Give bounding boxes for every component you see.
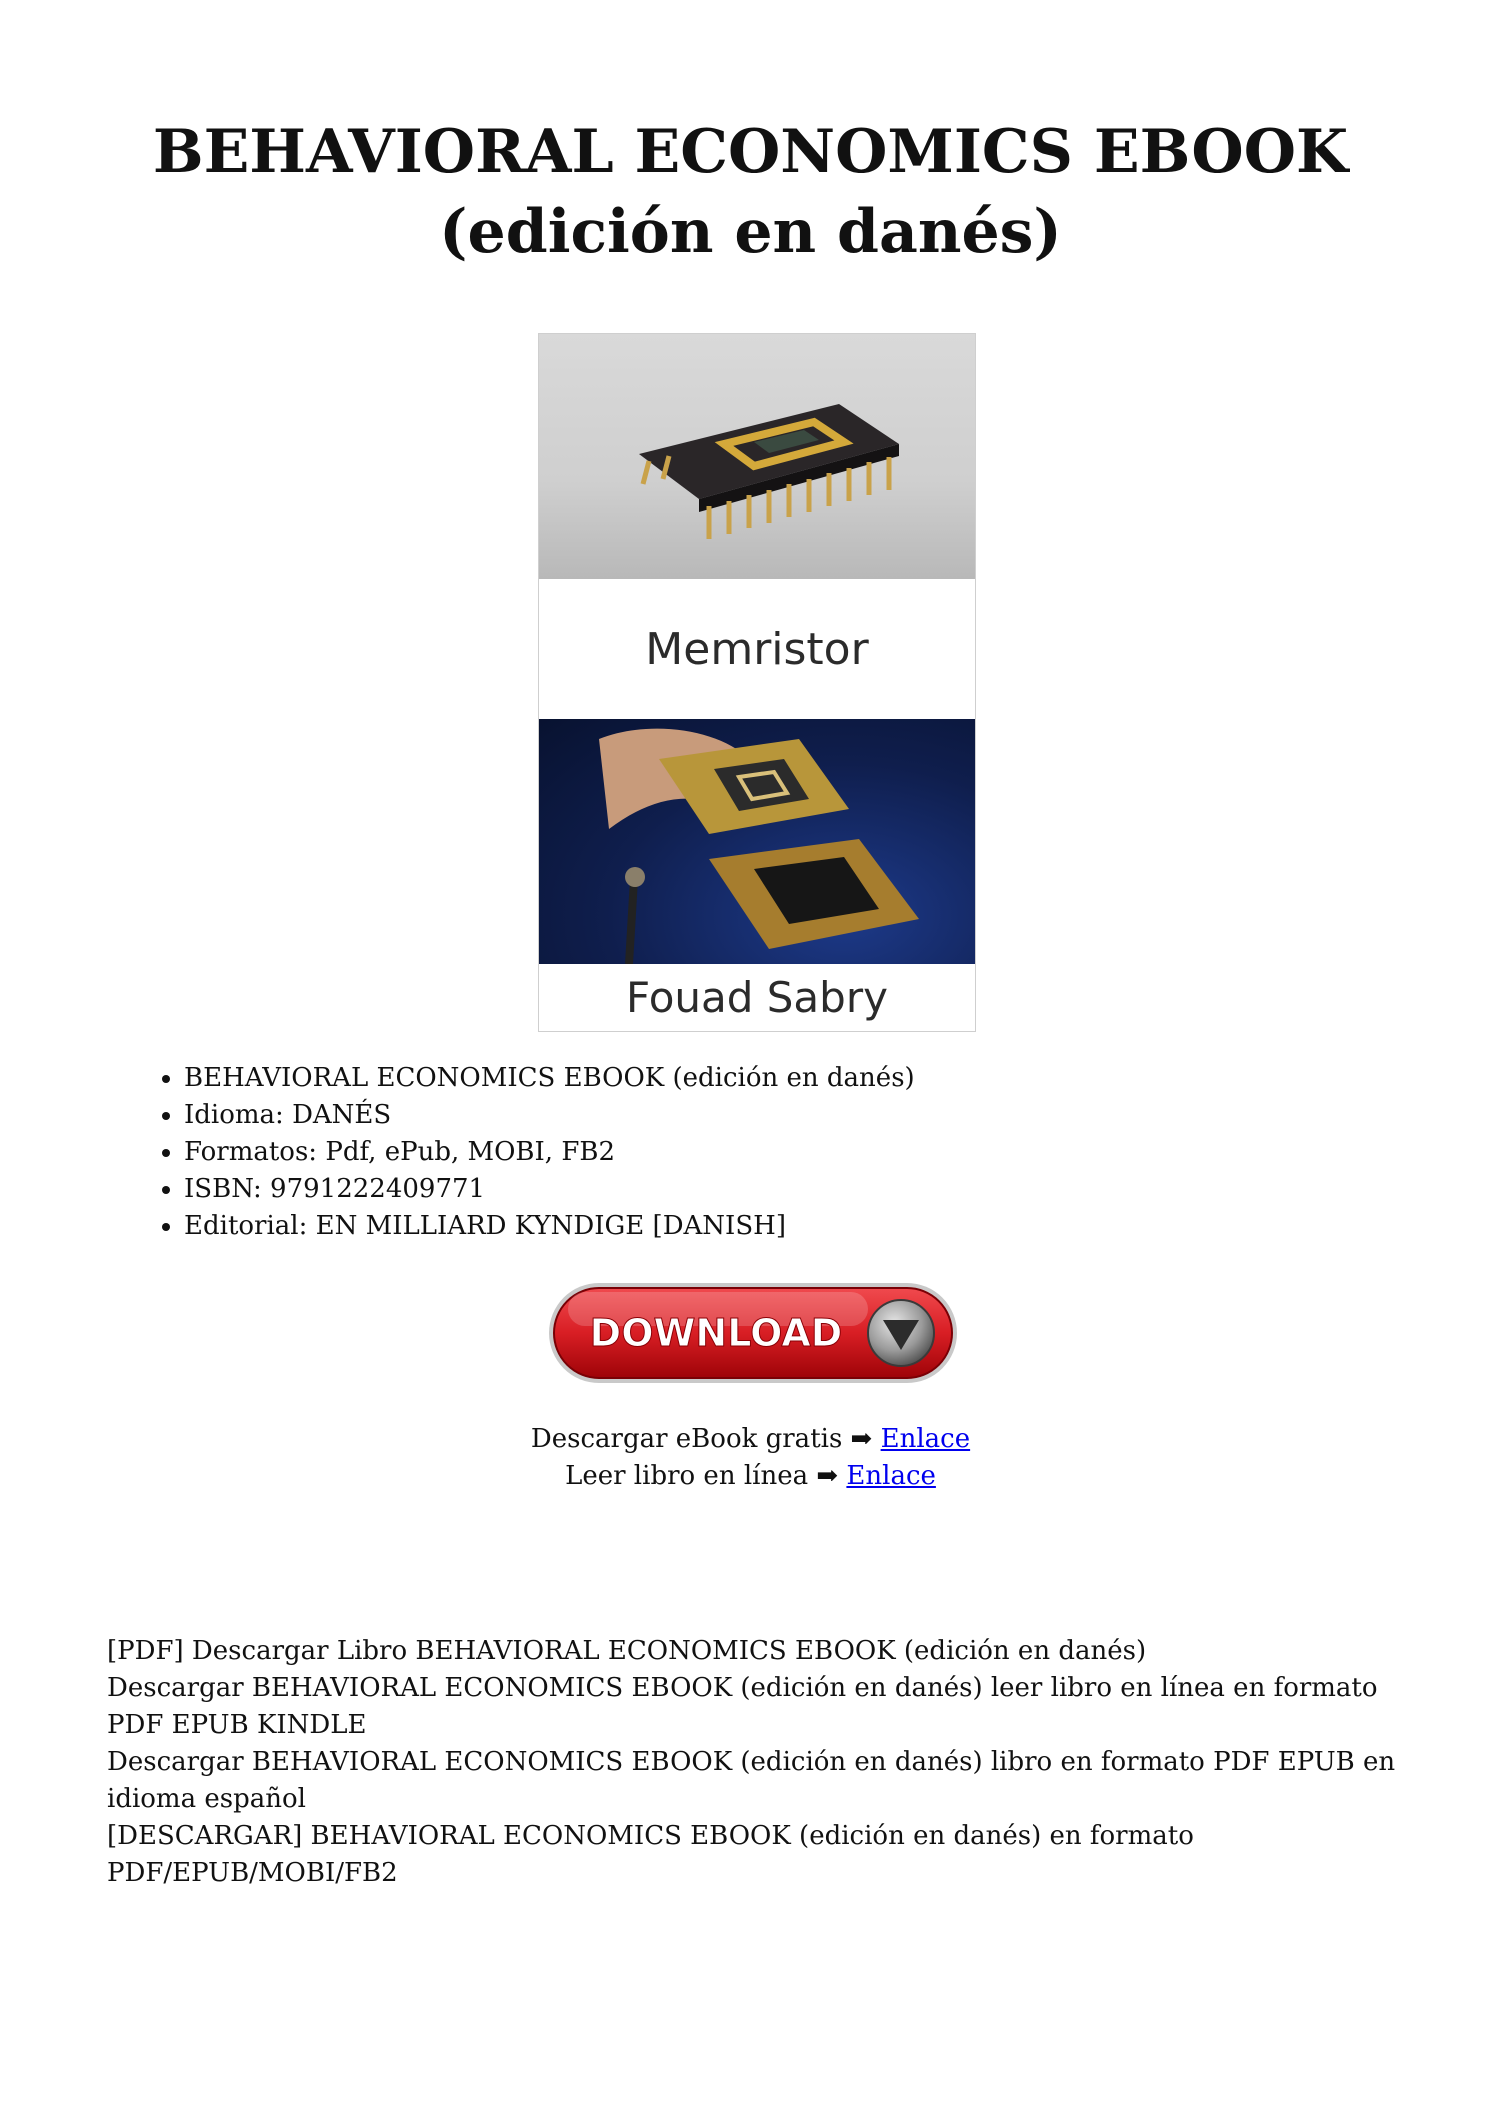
footer-line: [PDF] Descargar Libro BEHAVIORAL ECONOMICS EBOOK (edición en danés) (107, 1636, 1147, 1666)
cover-hand-chip-photo (539, 719, 975, 964)
download-links (100, 1421, 1401, 1495)
cover-author: Fouad Sabry (626, 973, 888, 1022)
list-item: • BEHAVIORAL ECONOMICS EBOOK (edición en danés) (184, 1060, 1384, 1097)
list-item: • Formatos: Pdf, ePub, MOBI, FB2 (184, 1134, 1384, 1171)
download-button[interactable] (546, 1280, 960, 1386)
download-ebook-line: Descargar eBook gratis ➡ Enlace (530, 1424, 971, 1454)
download-label: DOWNLOAD (589, 1311, 843, 1355)
book-cover (538, 333, 976, 1032)
download-ebook-link[interactable]: Enlace (880, 1424, 971, 1454)
footer-line: [DESCARGAR] BEHAVIORAL ECONOMICS EBOOK (edición en danés) en formato PDF/EPUB/MOBI/FB2 (107, 1821, 1194, 1888)
footer-line: Descargar BEHAVIORAL ECONOMICS EBOOK (edición en danés) leer libro en línea en formato PDF EPUB KINDLE (107, 1673, 1378, 1740)
cover-chip-photo (539, 334, 975, 579)
footer-text (107, 1633, 1407, 1892)
list-item: • Idioma: DANÉS (184, 1097, 1384, 1134)
microchip-icon (539, 334, 975, 579)
footer-line: Descargar BEHAVIORAL ECONOMICS EBOOK (edición en danés) libro en formato PDF EPUB en idioma español (107, 1747, 1396, 1814)
page-title: BEHAVIORAL ECONOMICS EBOOK (edición en danés) (152, 117, 1349, 267)
cover-title: Memristor (645, 623, 869, 675)
read-online-line: Leer libro en línea ➡ Enlace (565, 1461, 936, 1491)
book-details-list (140, 1060, 1384, 1245)
read-online-link[interactable]: Enlace (846, 1461, 936, 1491)
list-item: • ISBN: 9791222409771 (184, 1171, 1384, 1208)
down-arrow-icon (868, 1300, 934, 1366)
list-item: • Editorial: EN MILLIARD KYNDIGE [DANISH] (184, 1208, 1384, 1245)
